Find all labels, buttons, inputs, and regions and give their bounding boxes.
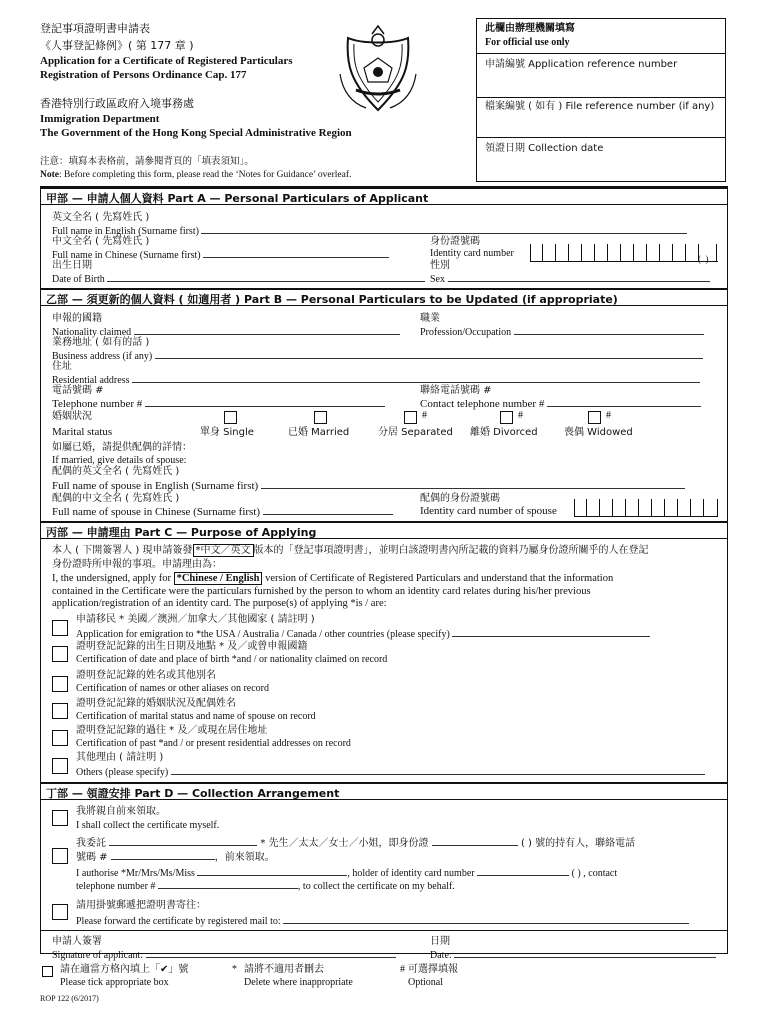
others-specify-field[interactable] [171,765,705,775]
file-ref-label: 檔案編號 ( 如有 ) File reference number (if any) [485,101,715,112]
form-title-en: Application for a Certificate of Registered Particulars [40,55,293,67]
department-zh: 香港特別行政區政府入境事務處 [40,97,194,110]
part-a-heading: 甲部 — 申請人個人資料 Part A — Personal Particulars of Applicant [40,187,728,205]
spouse-id-cells[interactable] [574,499,718,517]
purpose-others-checkbox[interactable] [52,758,68,774]
nationality-label-zh: 申報的國籍 [52,313,102,324]
signature-label: Signature of applicant: [52,950,144,961]
optional-legend-en: Optional [408,977,443,988]
note-label: Note [40,170,59,180]
spouse-intro-en: If married, give details of spouse: [52,455,187,466]
tick-legend-en: Please tick appropriate box [60,977,169,988]
purpose-birth-en: Certification of date and place of birth *and / or nationality claimed on record [76,654,388,665]
emigration-country-field[interactable] [452,627,650,637]
contact-field[interactable] [547,397,701,407]
agent-id-en-field[interactable] [477,866,569,876]
intro-zh-2: 版本的「登記事項證明書」，並明白該證明書內所記載的資料乃屬身份證所關乎的人在登記 [253,545,649,556]
occupation-field[interactable] [514,325,704,335]
note-en: : Before completing this form, please read the ‘Notes for Guidance’ overleaf. [59,170,352,180]
ordinance-zh: 《人事登記條例》( 第 177 章 ) [40,39,194,52]
intro-en-2: version of Certificate of Registered Particulars and understand that the information [265,573,614,584]
language-choice-zh[interactable]: *中文／英文 [193,544,254,557]
agent-name-en-field[interactable] [197,866,347,876]
residential-label: Residential address [52,375,130,386]
agent-tel-en-field[interactable] [158,879,298,889]
purpose-address-zh: 證明登記記錄的過往 * 及／或現在居住地址 [76,725,268,736]
marital-label: Marital status [52,426,113,438]
collection-date-label: 領證日期 Collection date [485,143,604,154]
purpose-emigration-en: Application for emigration to *the USA / Australia / Canada / other countries (please specify) [76,629,450,640]
form-number: ROP 122 (6/2017) [40,994,99,1003]
emblem-logo [336,24,420,116]
optional-legend-zh: 可選擇填報 [408,964,458,975]
nationality-field[interactable] [134,325,400,335]
part-c-heading: 丙部 — 申請理由 Part C — Purpose of Applying [40,521,728,539]
purpose-names-en: Certification of names or other aliases on record [76,683,269,694]
purpose-marital-en: Certification of marital status and name of spouse on record [76,711,316,722]
date-field[interactable] [454,948,716,958]
tick-legend-box [42,966,53,977]
dob-label: Date of Birth [52,274,105,285]
signature-field[interactable] [146,948,396,958]
name-en-field[interactable] [201,224,687,234]
residential-label-zh: 住址 [52,361,72,372]
single-checkbox[interactable] [224,411,237,424]
date-label: Date: [430,950,452,961]
separated-checkbox[interactable] [404,411,417,424]
purpose-marital-zh: 證明登記記錄的婚姻狀況及配偶姓名 [76,698,236,709]
tick-legend-zh: 請在適當方格內填上「✔」號 [60,964,189,975]
married-label: 已婚 Married [288,427,350,438]
language-choice-en[interactable]: *Chinese / English [174,572,263,585]
official-title-en: For official use only [485,37,570,48]
collect-self-zh: 我將親自前來領取。 [76,806,166,817]
official-title-zh: 此欄由辦理機關填寫 [485,23,575,34]
nationality-label: Nationality claimed [52,327,132,338]
sex-label-zh: 性別 [430,260,450,271]
business-address-field[interactable] [155,349,703,359]
tel-field[interactable] [145,397,385,407]
purpose-others-zh: 其他理由 ( 請註明 ) [76,752,164,763]
app-ref-label: 申請編號 Application reference number [485,59,678,70]
contact-label: Contact telephone number # [420,398,545,410]
occupation-label-zh: 職業 [420,313,440,324]
part-b-heading: 乙部 — 須更新的個人資料 ( 如適用者 ) Part B — Personal Particulars to be Updated (if appropriate) [40,288,728,306]
purpose-address-checkbox[interactable] [52,730,68,746]
mail-zh: 請用掛號郵遞把證明書寄往： [76,900,206,911]
residential-address-field[interactable] [132,373,700,383]
spouse-en-label: Full name of spouse in English (Surname first) [52,480,259,492]
form-title-zh: 登記事項證明書申請表 [40,22,150,35]
purpose-emigration-checkbox[interactable] [52,620,68,636]
id-check-digit: ( ) [698,254,709,264]
id-label: Identity card number [430,248,514,259]
intro-zh-3: 身份證時所申報的事項。申請理由為： [52,559,222,570]
name-zh-label-zh: 中文全名 ( 先寫姓氏 ) [52,236,150,247]
name-en-label-zh: 英文全名 ( 先寫姓氏 ) [52,212,150,223]
spouse-id-label: Identity card number of spouse [420,505,557,517]
divorced-label: 離婚 Divorced [470,427,538,438]
government-en: The Government of the Hong Kong Special Administrative Region [40,127,352,139]
intro-en-1: I, the undersigned, apply for [52,573,171,584]
official-use-box [476,18,726,182]
spouse-en-label-zh: 配偶的英文全名 ( 先寫姓氏 ) [52,466,180,477]
name-zh-label: Full name in Chinese (Surname first) [52,250,201,261]
dob-field[interactable] [107,272,425,282]
part-d-heading: 丁部 — 領證安排 Part D — Collection Arrangement [40,782,728,800]
delete-legend-en: Delete where inappropriate [244,977,353,988]
sex-field[interactable] [448,272,710,282]
intro-en-3: contained in the Certificate were the particulars furnished by the person to whom an identity card relates during his/her previous [52,586,591,597]
single-label: 單身 Single [200,427,254,438]
widowed-checkbox[interactable] [588,411,601,424]
tel-label: Telephone number # [52,398,143,410]
spouse-zh-label-zh: 配偶的中文全名 ( 先寫姓氏 ) [52,493,180,504]
purpose-birth-zh: 證明登記記錄的出生日期及地點 * 及／或曾申報國籍 [76,641,308,652]
intro-zh-1: 本人 ( 下開簽署人 ) 現申請簽發 [52,545,193,556]
mail-address-field[interactable] [283,914,689,924]
purpose-address-en: Certification of past *and / or present residential addresses on record [76,738,351,749]
agent-tel-zh-field[interactable] [111,850,215,860]
spouse-name-en-field[interactable] [261,479,685,489]
business-label-zh: 業務地址 ( 如有的話 ) [52,337,150,348]
purpose-names-zh: 證明登記記錄的姓名或其他別名 [76,670,216,681]
spouse-name-zh-field[interactable] [263,505,393,515]
business-label: Business address (if any) [52,351,153,362]
marital-label-zh: 婚姻狀況 [52,411,92,422]
purpose-names-checkbox[interactable] [52,676,68,692]
spouse-zh-label: Full name of spouse in Chinese (Surname first) [52,506,261,518]
married-checkbox[interactable] [314,411,327,424]
delete-legend-zh: 請將不適用者刪去 [244,964,324,975]
purpose-birth-checkbox[interactable] [52,646,68,662]
date-label-zh: 日期 [430,936,450,947]
purpose-emigration-zh: 申請移民 * 美國／澳洲／加拿大／其他國家 ( 請註明 ) [76,614,315,625]
collect-self-checkbox[interactable] [52,810,68,826]
agent-id-zh-field[interactable] [432,836,518,846]
name-zh-field[interactable] [203,248,389,258]
intro-en-4: application/registration of an identity card. The purpose(s) of applying *is / are: [52,598,387,609]
contact-label-zh: 聯絡電話號碼 # [420,385,492,396]
mail-checkbox[interactable] [52,904,68,920]
agent-name-zh-field[interactable] [109,836,257,846]
spouse-intro-zh: 如屬已婚，請提供配偶的詳情： [52,442,192,453]
dob-label-zh: 出生日期 [52,260,92,271]
note-zh: 注意：填寫本表格前，請參閱背頁的「填表須知」。 [40,156,254,167]
ordinance-en: Registration of Persons Ordinance Cap. 177 [40,69,247,81]
widowed-label: 喪偶 Widowed [564,427,633,438]
tel-label-zh: 電話號碼 # [52,385,104,396]
spouse-id-label-zh: 配偶的身份證號碼 [420,493,500,504]
name-en-label: Full name in English (Surname first) [52,226,199,237]
signature-label-zh: 申請人簽署 [52,936,102,947]
purpose-others-en: Others (please specify) [76,767,169,778]
occupation-label: Profession/Occupation [420,327,512,338]
department-en: Immigration Department [40,113,160,125]
sex-label: Sex [430,274,445,285]
authorise-checkbox[interactable] [52,848,68,864]
purpose-marital-checkbox[interactable] [52,703,68,719]
mail-en: Please forward the certificate by registered mail to: [76,916,281,927]
id-label-zh: 身份證號碼 [430,236,480,247]
divorced-checkbox[interactable] [500,411,513,424]
collect-self-en: I shall collect the certificate myself. [76,820,220,831]
separated-label: 分居 Separated [378,427,453,438]
